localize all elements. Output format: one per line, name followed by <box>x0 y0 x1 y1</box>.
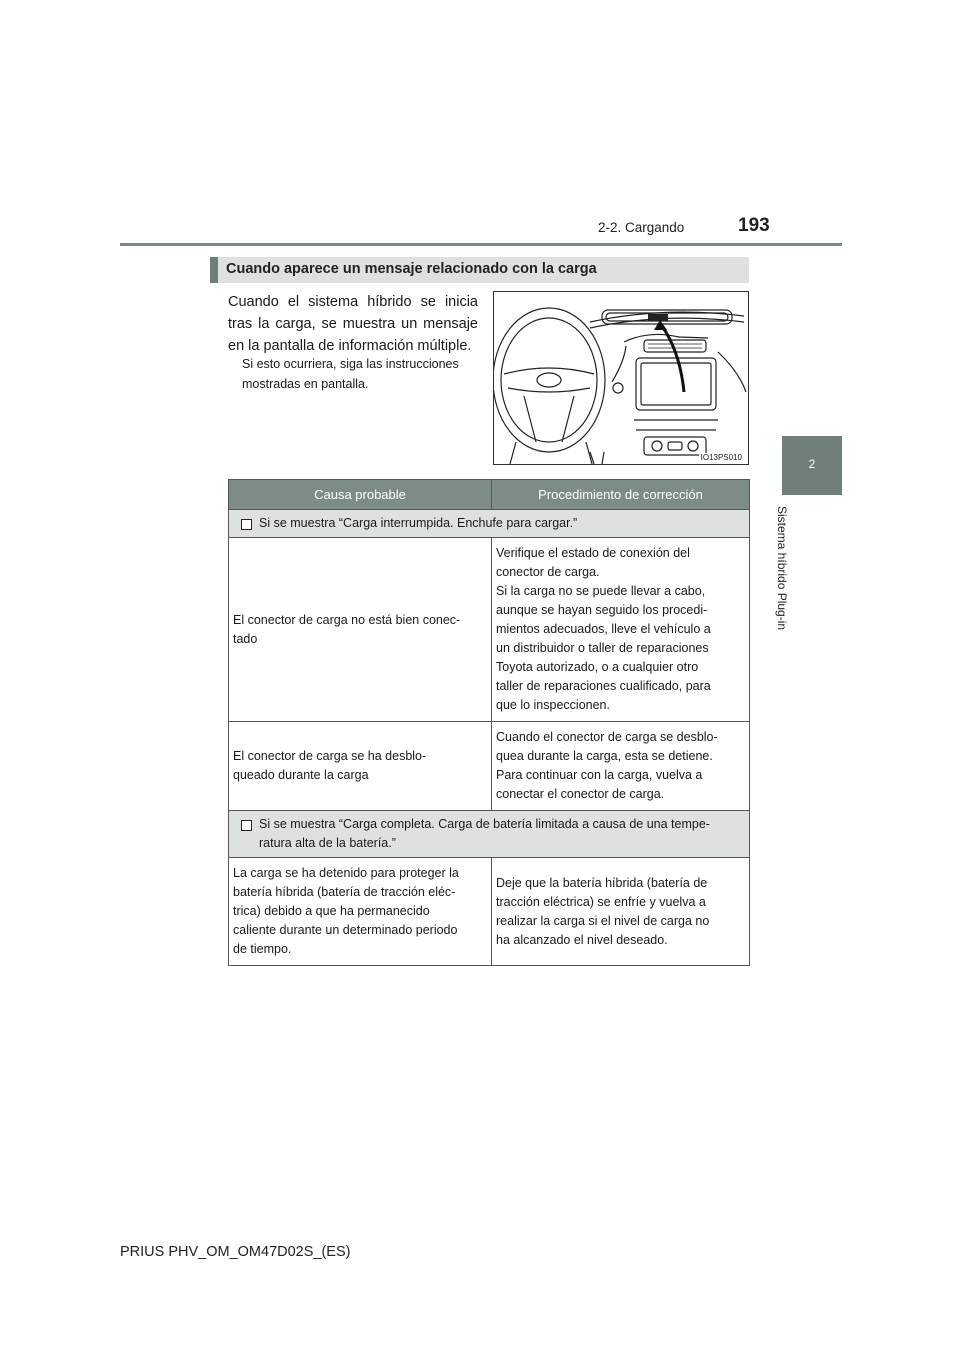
fix-line: tracción eléctrica) se enfríe y vuelva a <box>496 894 706 909</box>
header-rule <box>120 243 842 246</box>
cause-line: La carga se ha detenido para proteger la <box>233 866 459 880</box>
fix-line: aunque se hayan seguido los procedi- <box>496 603 708 617</box>
fix-line: que lo inspeccionen. <box>496 698 610 712</box>
troubleshooting-table <box>228 479 750 966</box>
cause-line: de tiempo. <box>233 942 292 956</box>
footer-doc-code: PRIUS PHV_OM_OM47D02S_(ES) <box>120 1244 351 1260</box>
figure-code: IO13PS010 <box>700 453 742 462</box>
cause-line: trica) debido a que ha permanecido <box>233 904 430 918</box>
table-row <box>229 538 750 722</box>
cause-cell <box>229 538 492 722</box>
fix-cell <box>492 858 750 966</box>
fix-line: Toyota autorizado, o a cualquier otro <box>496 660 699 674</box>
section-title: 2-2. Cargando <box>598 220 685 235</box>
note-line: Si esto ocurriera, siga las instrucciones <box>242 357 459 371</box>
condition-text: Si se muestra “Carga interrumpida. Enchufe para cargar.” <box>259 516 578 530</box>
fix-line: Para continuar con la carga, vuelva a <box>496 768 703 782</box>
fix-line: taller de reparaciones cualificado, para <box>496 679 711 693</box>
intro-note <box>242 354 480 394</box>
table-header-row <box>229 480 750 510</box>
fix-line: Deje que la batería híbrida (batería de <box>496 875 708 890</box>
cause-line: tado <box>233 631 258 646</box>
column-header-fix: Procedimiento de corrección <box>492 480 750 510</box>
condition-cell <box>229 811 750 858</box>
intro-paragraph <box>228 291 478 357</box>
fix-line: Cuando el conector de carga se desblo- <box>496 730 718 744</box>
page-number: 193 <box>738 215 770 236</box>
fix-line: ha alcanzado el nivel deseado. <box>496 932 668 947</box>
column-header-cause: Causa probable <box>229 480 492 510</box>
fix-line: conector de carga. <box>496 565 600 579</box>
fix-line: Verifique el estado de conexión del <box>496 546 690 560</box>
condition-row <box>229 811 750 858</box>
cause-cell <box>229 722 492 811</box>
chapter-title: Sistema híbrido Plug-in <box>775 506 789 631</box>
fix-line: Si la carga no se puede llevar a cabo, <box>496 584 706 598</box>
fix-line: conectar el conector de carga. <box>496 787 665 801</box>
chapter-tab <box>782 436 842 495</box>
intro-line: tras la carga, se muestra un mensaje <box>228 316 478 332</box>
heading-text: Cuando aparece un mensaje relacionado con la carga <box>226 261 597 277</box>
condition-row <box>229 510 750 538</box>
condition-line: Si se muestra “Carga completa. Carga de batería limitada a causa de una tempe- <box>259 817 710 831</box>
fix-line: quea durante la carga, esta se detiene. <box>496 749 713 763</box>
note-line: mostradas en pantalla. <box>242 377 369 391</box>
fix-line: mientos adecuados, lleve el vehículo a <box>496 622 711 636</box>
checkbox-icon <box>241 519 252 530</box>
intro-line: Cuando el sistema híbrido se inicia <box>228 294 478 310</box>
cause-cell <box>229 858 492 966</box>
table-row <box>229 858 750 966</box>
checkbox-icon <box>241 820 252 831</box>
heading-accent <box>210 257 218 283</box>
condition-cell <box>229 510 750 538</box>
cause-line: caliente durante un determinado periodo <box>233 923 458 937</box>
cause-line: El conector de carga se ha desblo- <box>233 749 427 763</box>
chapter-number: 2 <box>808 457 816 471</box>
cause-line: batería híbrida (batería de tracción eléc- <box>233 885 456 899</box>
fix-line: realizar la carga si el nivel de carga no <box>496 913 710 928</box>
condition-line: ratura alta de la batería.” <box>259 836 396 850</box>
fix-cell <box>492 722 750 811</box>
table-row <box>229 722 750 811</box>
intro-line: en la pantalla de información múltiple. <box>228 338 472 354</box>
dashboard-illustration <box>493 291 749 465</box>
section-heading <box>210 257 749 283</box>
dashboard-drawing <box>494 292 748 464</box>
fix-line: un distribuidor o taller de reparaciones <box>496 641 709 655</box>
fix-cell <box>492 538 750 722</box>
cause-line: El conector de carga no está bien conec- <box>233 612 461 627</box>
condition-text <box>259 815 710 853</box>
cause-line: queado durante la carga <box>233 768 369 782</box>
